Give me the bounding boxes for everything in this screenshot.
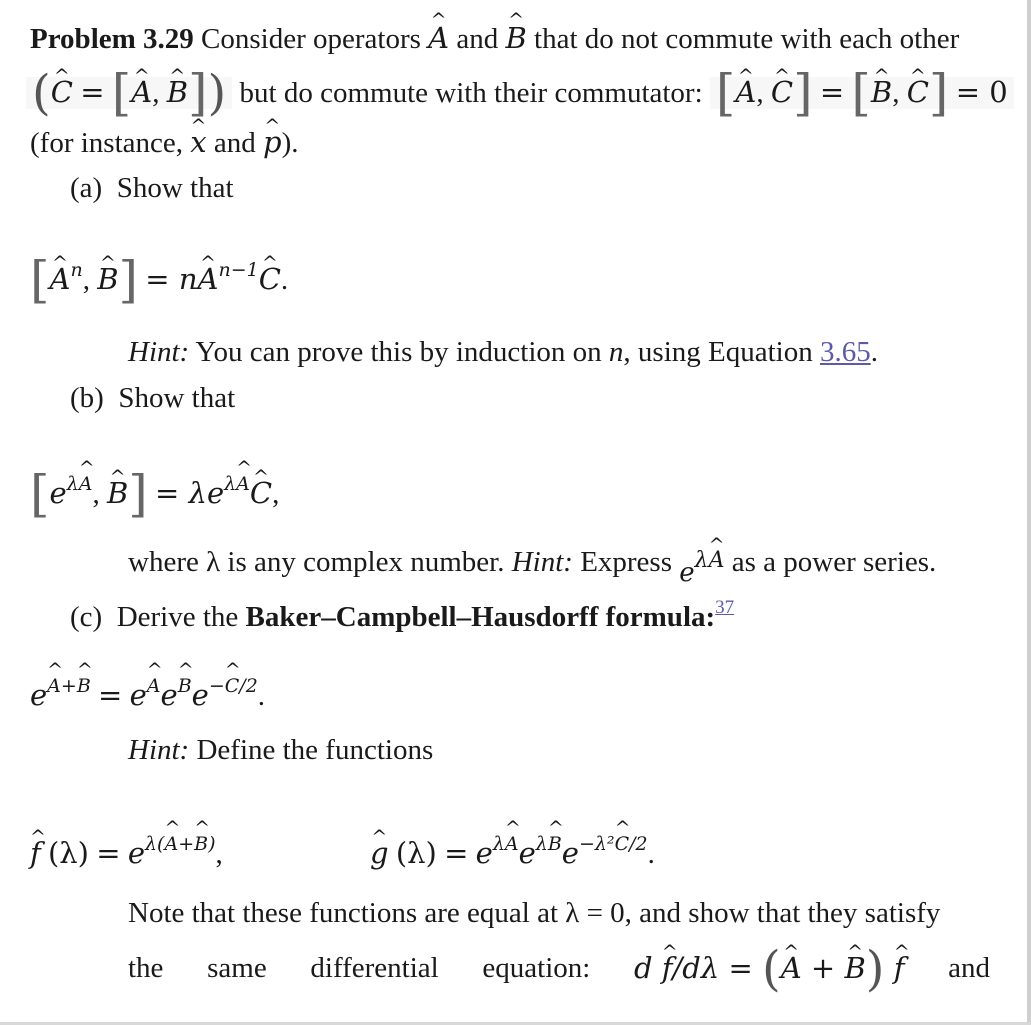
part-b-show-that: Show that [118, 382, 236, 414]
intro-text-4: (for instance, [30, 127, 183, 159]
part-b-label: (b) [70, 382, 104, 414]
bch-formula-name: Baker–Campbell–Hausdorff formula: [245, 601, 716, 633]
part-b-where-text: where λ is any complex number. [128, 546, 505, 578]
part-b-equation: [$e^{\lambda A}$ ^, B ^] = $\lambda e^{\lambda A}$ ^C ^, [30, 466, 279, 512]
part-a-label: (a) [70, 172, 103, 204]
part-a-hint-label: Hint: [128, 336, 190, 368]
part-c-note-line-1: Note that these functions are equal at λ = 0, and show that they satisfy [128, 897, 941, 929]
commute-equation: [A ^, C ^] = [B ^, C ^] = 0 [710, 77, 1014, 109]
differential-equation: d f ^/dλ = (A ^ + B ^) f ^ [634, 950, 904, 986]
part-a-hint-text: You can prove this by induction on [195, 336, 602, 368]
part-b-where: where λ is any complex number. Hint: Express eλA ^ as a power series. [128, 543, 936, 591]
part-a-equation: [A ^$^n$, B ^] = nA ^$^{n-1}$C ^. [30, 252, 288, 298]
part-c-note-line-2: the same differential equation: d f ^/dλ = (A ^ + B ^) f ^ and [128, 950, 990, 986]
intro-text-3: but do commute with their commutator: [239, 77, 703, 109]
intro-text-2: that do not commute with each other [534, 23, 960, 55]
intro-text-1: Consider operators [201, 23, 421, 55]
problem-intro-line-2 [26, 64, 1014, 122]
function-g-definition: g ^ $(\lambda) = e^{\lambda A}$ $\^{}e^{\lambda B}$ $\^{}e^{-\lambda^2C \^{}/2}$. [370, 826, 655, 872]
part-a-hint: Hint: You can prove this by induction on n, using Equation 3.65. [128, 336, 878, 368]
operator-x: x ^ [190, 124, 206, 160]
part-a-rhs: = n [145, 262, 198, 296]
part-a-heading [70, 170, 234, 206]
and-text: and [456, 23, 499, 55]
part-b-heading [70, 380, 235, 416]
part-c-heading: (c) Derive the Baker–Campbell–Hausdorff formula:$^{37}$ [70, 597, 735, 633]
intro-text-5: ). [281, 127, 299, 159]
part-a-show-that: Show that [116, 172, 234, 204]
equation-link[interactable]: 3.65 [819, 336, 871, 368]
part-c-label: (c) [70, 601, 103, 633]
operator-b: B ^ [505, 20, 526, 56]
operator-a: A ^ [428, 20, 449, 56]
commutator-def-equation: (C ^ = [A ^, B ^]) [26, 77, 232, 109]
part-c-hint: Hint: Define the functions [128, 734, 434, 766]
footnote-link[interactable]: 37 [715, 597, 735, 618]
bch-equation: $e^{A \^{}+B}$ ^ = $e^A$ $\^{}e^B$ $\^{}e^{-C \^{}/2}$. [30, 668, 265, 714]
problem-intro-line-1 [30, 20, 959, 57]
problem-intro-line-3 [30, 124, 298, 161]
problem-label: Problem 3.29 [30, 23, 194, 55]
right-border [1027, 0, 1031, 1025]
and-text-2: and [213, 127, 256, 159]
part-b-rhs: = λ [155, 476, 207, 510]
operator-p: p ^ [263, 124, 282, 160]
function-f-definition: f ^ $(\lambda) = e^{\lambda(A \^{}+B \^{})}$, [30, 826, 223, 872]
